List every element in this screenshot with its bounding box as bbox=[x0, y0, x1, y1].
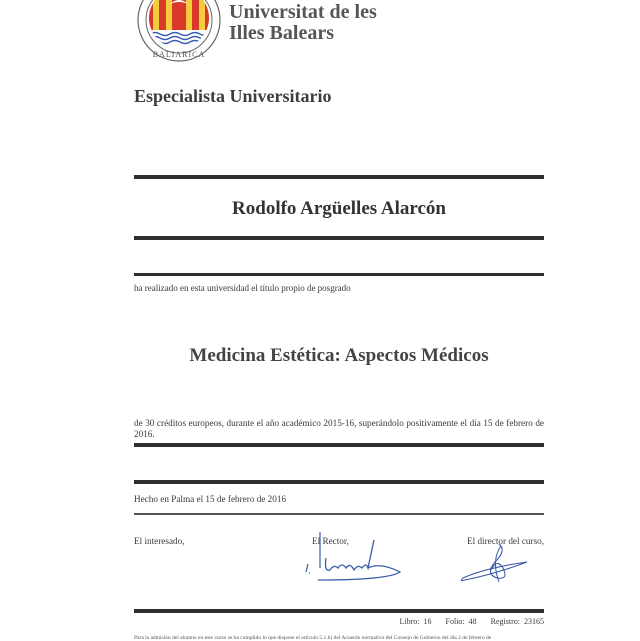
course-title: Medicina Estética: Aspectos Médicos bbox=[189, 345, 489, 366]
registry-number: Registro: 23165 bbox=[490, 617, 544, 626]
divider bbox=[134, 443, 544, 447]
intro-text: ha realizado en esta universidad el título propio de posgrado bbox=[134, 283, 351, 293]
divider bbox=[134, 273, 544, 276]
director-signature-icon bbox=[455, 540, 535, 590]
divider bbox=[134, 513, 544, 515]
university-name-line1: Universitat de les bbox=[229, 1, 377, 23]
divider bbox=[134, 480, 544, 484]
director-signature-label: El director del curso, bbox=[467, 536, 545, 546]
university-crest-icon bbox=[136, 0, 222, 66]
rector-signature-label: El Rector, bbox=[312, 536, 349, 546]
rector-signature-icon bbox=[300, 528, 410, 588]
credits-text: de 30 créditos europeos, durante el año académico 2015-16, superándolo positivamente el día 15 de febrero de 2016. bbox=[134, 418, 544, 439]
student-signature-label: El interesado, bbox=[134, 536, 185, 546]
registry-libro: Libro: 16 bbox=[399, 617, 432, 626]
footnote: Para la admisión del alumno en este curso se ha cumplido lo que dispone el artículo 5.1.b) del Acuerdo normativo del Consejo de Gobierno del día 2 de febrero de bbox=[134, 635, 492, 641]
degree-type: Especialista Universitario bbox=[134, 86, 332, 106]
divider bbox=[134, 236, 544, 240]
university-name bbox=[229, 2, 377, 44]
student-name: Rodolfo Argüelles Alarcón bbox=[232, 198, 446, 219]
registry-folio: Folio: 48 bbox=[445, 617, 477, 626]
place-date: Hecho en Palma el 15 de febrero de 2016 bbox=[134, 494, 287, 504]
divider bbox=[134, 175, 544, 179]
registry-info bbox=[390, 617, 544, 626]
university-name-line2: Illes Balears bbox=[229, 22, 334, 44]
svg-text:BALIARICA: BALIARICA bbox=[152, 50, 206, 59]
divider bbox=[134, 609, 544, 613]
